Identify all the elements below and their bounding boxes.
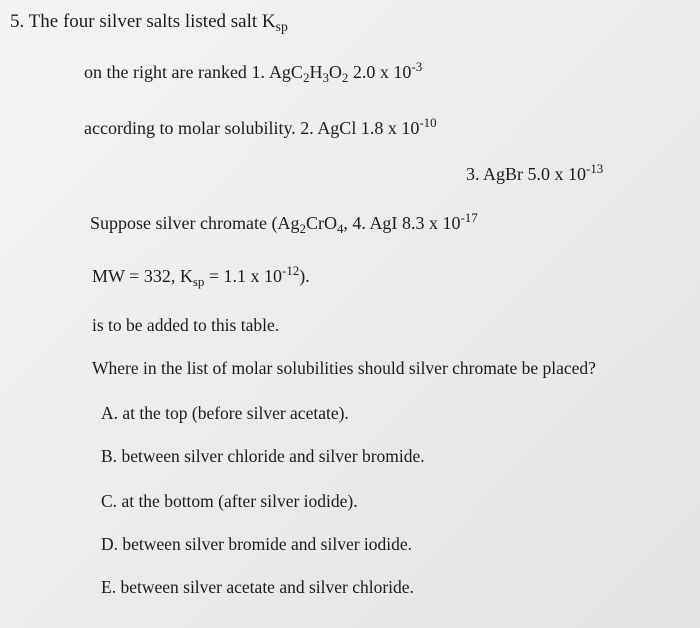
option-b[interactable] <box>101 448 425 466</box>
option-c[interactable] <box>101 493 358 511</box>
option-letter: B. <box>101 446 118 466</box>
option-text: at the top (before silver acetate). <box>122 403 349 423</box>
option-letter: A. <box>101 403 119 423</box>
table-line-1-text: on the right are ranked <box>84 62 247 82</box>
ksp-subscript: sp <box>275 19 288 35</box>
salt-formula-4: AgI <box>369 213 398 233</box>
salt-ksp-4: 8.3 x $10^{-17}$ <box>401 209 478 233</box>
salt-formula-2: AgCl <box>317 118 357 138</box>
salt-row-4: 4. AgI 8.3 x $10^{-17}$ <box>352 209 478 233</box>
option-letter: E. <box>101 577 117 597</box>
salt-row-2: 2. AgCl 1.8 x $10^{-10}$ <box>300 114 437 138</box>
option-letter: C. <box>101 491 118 511</box>
option-a[interactable] <box>101 405 349 423</box>
chromate-line <box>90 209 478 236</box>
table-line-2 <box>84 114 437 138</box>
salt-formula-1: $AgC_2H_3O_2$ <box>268 62 349 85</box>
option-letter: D. <box>101 534 119 554</box>
option-text: between silver acetate and silver chloride. <box>120 577 414 597</box>
salt-ksp-2: 1.8 x $10^{-10}$ <box>360 114 437 138</box>
salt-row-1: 1. $AgC_2H_3O_2$ 2.0 x $10^{-3}$ <box>251 58 423 85</box>
option-e[interactable] <box>101 579 414 597</box>
table-line-2-text: according to molar solubility. <box>84 118 296 138</box>
salt-ksp-1: 2.0 x $10^{-3}$ <box>352 58 423 82</box>
salt-ksp-3: 5.0 x $10^{-13}$ <box>527 160 604 184</box>
salt-formula-3: AgBr <box>483 164 524 184</box>
option-text: between silver bromide and silver iodide. <box>122 534 413 554</box>
option-text: between silver chloride and silver bromide. <box>121 446 425 466</box>
option-d[interactable] <box>101 536 412 554</box>
chromate-added-text: is to be added to this table. <box>92 315 280 335</box>
chromate-lead: Suppose silver chromate ($Ag_2CrO_4$, <box>90 213 348 236</box>
question-intro: The four silver salts listed salt K <box>28 11 276 32</box>
salt-row-3: 3. AgBr 5.0 x $10^{-13}$ <box>466 160 604 184</box>
chromate-mw-ksp: MW = 332, $K_{sp} = 1.1$ x $10^{-12}$). <box>92 262 310 289</box>
question-header <box>10 11 288 35</box>
question-number: 5. <box>10 11 25 32</box>
question-prompt: Where in the list of molar solubilities should silver chromate be placed? <box>92 358 596 378</box>
table-line-1 <box>84 58 423 85</box>
option-text: at the bottom (after silver iodide). <box>121 491 358 511</box>
